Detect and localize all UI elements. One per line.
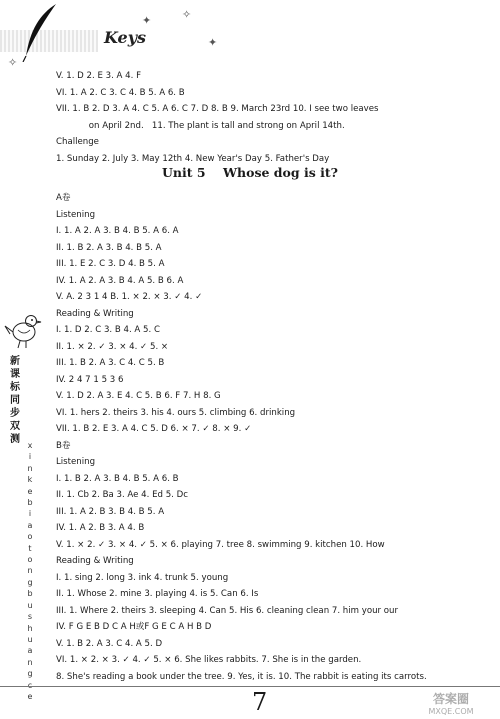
answer-line: IV. 1. A 2. A 3. B 4. A 5. B 6. A: [56, 275, 184, 286]
answer-line: III. 1. E 2. C 3. D 4. B 5. A: [56, 259, 165, 269]
pinyin-letter: s: [27, 612, 33, 622]
sidebar-char: 步: [10, 408, 20, 419]
answer-line: I. 1. D 2. C 3. B 4. A 5. C: [56, 325, 160, 335]
pinyin-letter: g: [27, 577, 33, 587]
answer-line: II. 1. B 2. A 3. B 4. B 5. A: [56, 242, 162, 253]
answer-line: on April 2nd. 11. The plant is tall and strong on April 14th.: [56, 120, 345, 131]
sidebar-series-name: [8, 355, 22, 446]
svg-text:答案圈: 答案圈: [432, 692, 470, 706]
answer-line: II. 1. Whose 2. mine 3. playing 4. is 5. Can 6. Is: [56, 589, 259, 599]
pinyin-letter: t: [28, 543, 32, 553]
pinyin-letter: u: [27, 634, 33, 644]
answer-block-top: [56, 68, 456, 167]
sparkle-icon: ✧: [182, 8, 192, 21]
answer-line: II. 1. × 2. ✓ 3. × 4. ✓ 5. ×: [56, 341, 169, 352]
sidebar-char: 双: [10, 421, 20, 432]
answer-line: III. 1. Where 2. theirs 3. sleeping 4. Can 5. His 6. cleaning clean 7. him your our: [56, 605, 399, 616]
pinyin-letter: n: [27, 566, 33, 576]
section-heading: Listening: [56, 457, 96, 467]
answer-line: V. 1. × 2. ✓ 3. × 4. ✓ 5. × 6. playing 7. tree 8. swimming 9. kitchen 10. How: [56, 539, 385, 550]
answer-line: IV. 1. A 2. B 3. A 4. B: [56, 523, 145, 533]
page-number: 7: [252, 688, 268, 716]
svg-text:MXQE.COM: MXQE.COM: [428, 707, 474, 716]
page-header: [0, 0, 500, 70]
watermark-logo: [408, 690, 494, 716]
answer-line: VI. 1. A 2. C 3. C 4. B 5. A 6. B: [56, 87, 185, 98]
answer-line: I. 1. A 2. A 3. B 4. B 5. A 6. A: [56, 226, 179, 236]
paper-label: A卷: [56, 193, 71, 203]
footer-rule: [0, 686, 500, 687]
section-heading: Reading & Writing: [56, 308, 134, 319]
answer-line: VI. 1. × 2. × 3. ✓ 4. ✓ 5. × 6. She likes rabbits. 7. She is in the garden.: [56, 655, 362, 665]
sparkle-icon: ✦: [208, 36, 218, 49]
pinyin-letter: k: [27, 475, 33, 485]
page-title: Keys: [104, 28, 147, 47]
paper-label: B卷: [56, 440, 71, 451]
unit-title: Unit 5 Whose dog is it?: [162, 165, 338, 180]
sidebar-char: 测: [10, 434, 20, 445]
pinyin-letter: b: [27, 589, 33, 599]
sparkle-icon: ✦: [142, 14, 152, 27]
answer-line: V. 1. D 2. A 3. E 4. C 5. B 6. F 7. H 8. G: [56, 391, 221, 401]
answer-line: 1. Sunday 2. July 3. May 12th 4. New Year's Day 5. Father's Day: [56, 153, 330, 164]
answer-line: VII. 1. B 2. D 3. A 4. C 5. A 6. C 7. D 8. B 9. March 23rd 10. I see two leaves: [56, 104, 379, 114]
answer-block-unit5: [56, 190, 456, 685]
pinyin-letter: n: [27, 657, 33, 667]
sidebar-char: 新: [10, 356, 20, 367]
pinyin-letter: x: [27, 441, 33, 450]
answer-line: I. 1. sing 2. long 3. ink 4. trunk 5. young: [56, 572, 229, 583]
sidebar-pinyin: [25, 440, 35, 702]
answer-line: V. 1. B 2. A 3. C 4. A 5. D: [56, 638, 163, 649]
pinyin-letter: h: [27, 623, 33, 633]
section-heading: Listening: [56, 209, 96, 220]
pinyin-letter: g: [27, 669, 33, 679]
answer-line: II. 1. Cb 2. Ba 3. Ae 4. Ed 5. Dc: [56, 490, 188, 500]
sidebar-char: 同: [10, 395, 20, 406]
pinyin-letter: o: [27, 532, 33, 542]
pinyin-letter: e: [27, 486, 33, 496]
answer-line: I. 1. B 2. A 3. B 4. B 5. A 6. B: [56, 473, 179, 484]
quill-icon: [20, 2, 60, 62]
section-heading: Challenge: [56, 137, 99, 147]
pinyin-letter: a: [27, 646, 33, 656]
sidebar-char: 课: [10, 369, 20, 380]
answer-line: IV. F G E B D C A H或F G E C A H B D: [56, 622, 212, 632]
pinyin-letter: i: [28, 509, 32, 519]
answer-line: VI. 1. hers 2. theirs 3. his 4. ours 5. climbing 6. drinking: [56, 407, 296, 418]
sparkle-icon: ✧: [8, 56, 18, 69]
sidebar-char: 标: [10, 382, 20, 393]
answer-line: V. A. 2 3 1 4 B. 1. × 2. × 3. ✓ 4. ✓: [56, 292, 203, 302]
pinyin-letter: o: [27, 555, 33, 565]
answer-line: VII. 1. B 2. E 3. A 4. C 5. D 6. × 7. ✓ 8. × 9. ✓: [56, 424, 252, 434]
pinyin-letter: e: [27, 691, 33, 701]
answer-line: III. 1. A 2. B 3. B 4. B 5. A: [56, 506, 165, 517]
pinyin-letter: a: [27, 520, 33, 530]
answer-line: IV. 2 4 7 1 5 3 6: [56, 374, 124, 385]
pinyin-letter: b: [27, 498, 33, 508]
answer-line: 8. She's reading a book under the tree. 9. Yes, it is. 10. The rabbit is eating its carrots.: [56, 671, 427, 682]
pinyin-letter: u: [27, 600, 33, 610]
answer-line: V. 1. D 2. E 3. A 4. F: [56, 71, 142, 81]
section-heading: Reading & Writing: [56, 556, 134, 566]
pinyin-letter: i: [28, 452, 32, 462]
bird-icon: [4, 308, 42, 350]
sidebar-decoration: [4, 308, 44, 354]
answer-line: III. 1. B 2. A 3. C 4. C 5. B: [56, 358, 165, 368]
pinyin-letter: n: [27, 463, 33, 473]
